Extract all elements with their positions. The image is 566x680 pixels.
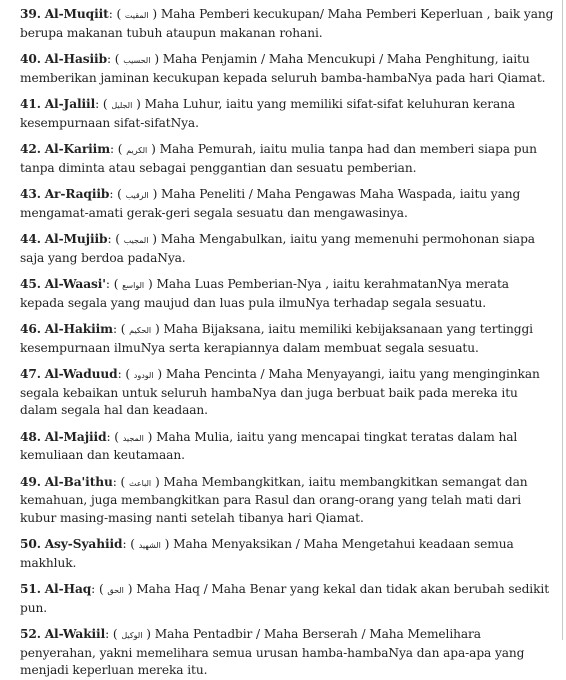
entry-colon: : [95,97,100,111]
entry-number: 43. [20,187,41,201]
entry-colon: : [117,367,122,381]
entry-colon: : [105,627,110,641]
entry-name: Al-Wakiil [44,627,106,641]
asmaul-husna-entry: 49. Al-Ba'ithu: ( الباعث ) Maha Membangkitkan, iaitu membangkitkan semangat dan kemahuan, juga membangkitkan para Rasul dan orang-orang yang telah mati dari kubur masing-masing nanti setelah tibanya hari Qiamat. [20,474,528,525]
entry-number: 42. [20,142,41,156]
entry-number: 49. [20,474,41,489]
entry-description: Maha Menyaksikan / Maha Mengetahui keadaan semua makhluk. [20,537,514,570]
entry-colon: : [108,7,113,21]
asmaul-husna-entry: 48. Al-Majiid: ( المجيد ) Maha Mulia, iaitu yang mencapai tingkat teratas dalam hal kemuliaan dan keutamaan. [20,429,518,462]
entry-colon: : [107,52,112,66]
entry-name: Al-Mujiib [44,232,108,246]
entry-number: 41. [20,97,41,111]
entry-number: 39. [20,7,41,21]
entry-name: Ar-Raqiib [44,187,110,201]
entry-description: Maha Pemurah, iaitu mulia tanpa had dan memberi siapa pun tanpa diminta atau sebagai penggantian dan sesuatu pemberian. [20,142,537,175]
entry-arabic-name: المجيد [122,433,144,443]
entry-colon: : [107,232,112,246]
entry-description: Maha Membangkitkan, iaitu membangkitkan semangat dan kemahuan, juga membangkitkan para Rasul dan orang-orang yang telah mati dari kubur masing-masing nanti setelah tibanya hari Qiamat. [20,474,528,525]
entry-arabic-name: الرقيب [125,191,149,200]
entry-description: Maha Pemberi kecukupan/ Maha Pemberi Keperluan , baik yang berupa makanan tubuh ataupun makanan rohani. [20,7,554,40]
entry-colon: : [105,277,110,291]
asmaul-husna-entry: 47. Al-Waduud: ( الودود ) Maha Pencinta / Maha Menyayangi, iaitu yang menginginkan segala kebaikan untuk seluruh hambaNya dan juga berbuat baik pada mereka itu dalam segala hal dan keadaan. [20,367,540,417]
entry-number: 52. [20,627,41,641]
entry-name: Al-Waasi' [44,277,106,291]
asmaul-husna-entry: 43. Ar-Raqiib: ( الرقيب ) Maha Peneliti / Maha Pengawas Maha Waspada, iaitu yang mengamat-amati gerak-geri segala sesuatu dan mengawasinya. [20,187,521,220]
entry-arabic-name: الشهيد [138,541,161,550]
entry-arabic-name: الحسيب [123,56,151,65]
entry-arabic-name: المقيت [124,11,149,20]
entry-arabic-name: الجليل [111,101,133,110]
entry-number: 44. [20,232,41,246]
entry-name: Al-Jaliil [44,97,96,111]
entry-name: Al-Kariim [44,142,110,156]
entry-number: 47. [20,367,41,381]
entry-number: 51. [20,582,41,596]
entry-description: Maha Luhur, iaitu yang memiliki sifat-sifat keluhuran kerana kesempurnaan sifat-sifatNya. [20,97,516,130]
asmaul-husna-entry: 46. Al-Hakiim: ( الحكيم ) Maha Bijaksana, iaitu memiliki kebijaksanaan yang tertinggi kesempurnaan ilmuNya serta kerapiannya dalam membuat segala sesuatu. [20,322,533,355]
entry-colon: : [112,322,117,336]
entry-colon: : [112,474,117,489]
entry-arabic-name: الواسع [122,281,145,290]
entry-name: Al-Majiid [44,429,107,444]
entry-description: Maha Luas Pemberian-Nya , iaitu kerahmatanNya merata kepada segala yang maujud dan luas pula ilmuNya terhadap segala sesuatu. [20,277,509,310]
entry-colon: : [122,537,127,551]
entry-description: Maha Bijaksana, iaitu memiliki kebijaksanaan yang tertinggi kesempurnaan ilmuNya serta kerapiannya dalam membuat segala sesuatu. [20,322,533,355]
entry-colon: : [109,187,114,201]
entry-number: 46. [20,322,41,336]
asmaul-husna-entry: 40. Al-Hasiib: ( الحسيب ) Maha Penjamin / Maha Mencukupi / Maha Penghitung, iaitu memberikan jaminan kecukupan kepada seluruh bamba-hambaNya pada hari Qiamat. [20,52,546,85]
entry-arabic-name: الحكيم [129,326,152,335]
entry-description: Maha Pencinta / Maha Menyayangi, iaitu yang menginginkan segala kebaikan untuk seluruh hambaNya dan juga berbuat baik pada mereka itu dalam segala hal dan keadaan. [20,367,540,417]
entry-colon: : [91,582,96,596]
entry-name: Al-Hasiib [44,52,107,66]
entry-colon: : [110,142,115,156]
entry-description: Maha Penjamin / Maha Mencukupi / Maha Penghitung, iaitu memberikan jaminan kecukupan kepada seluruh bamba-hambaNya pada hari Qiamat. [20,52,546,85]
asmaul-husna-entry: 45. Al-Waasi': ( الواسع ) Maha Luas Pemberian-Nya , iaitu kerahmatanNya merata kepada segala yang maujud dan luas pula ilmuNya terhadap segala sesuatu. [20,277,509,310]
entry-description: Maha Mulia, iaitu yang mencapai tingkat teratas dalam hal kemuliaan dan keutamaan. [20,429,518,462]
page-edge-divider [562,0,563,640]
entry-name: Al-Muqiit [44,7,109,21]
entry-arabic-name: المجيب [123,236,149,245]
asmaul-husna-entry: 50. Asy-Syahiid: ( الشهيد ) Maha Menyaksikan / Maha Mengetahui keadaan semua makhluk. [20,537,514,570]
asmaul-husna-entry: 44. Al-Mujiib: ( المجيب ) Maha Mengabulkan, iaitu yang memenuhi permohonan siapa saja yang berdoa padaNya. [20,232,535,265]
entry-number: 50. [20,537,41,551]
entry-number: 45. [20,277,41,291]
asmaul-husna-entry: 41. Al-Jaliil: ( الجليل ) Maha Luhur, iaitu yang memiliki sifat-sifat keluhuran kerana kesempurnaan sifat-sifatNya. [20,97,516,130]
asmaul-husna-entry: 51. Al-Haq: ( الحق ) Maha Haq / Maha Benar yang kekal dan tidak akan berubah sedikit pun. [20,582,549,615]
asmaul-husna-entry: 42. Al-Kariim: ( الكريم ) Maha Pemurah, iaitu mulia tanpa had dan memberi siapa pun tanpa diminta atau sebagai penggantian dan sesuatu pemberian. [20,142,537,175]
entry-arabic-name: الوكيل [121,631,143,640]
entry-arabic-name: الكريم [126,146,148,155]
entry-arabic-name: الحق [107,586,124,595]
entry-description: Maha Pentadbir / Maha Berserah / Maha Memelihara penyerahan, yakni memelihara semua urusan hamba-hambaNya dan apa-apa yang menjadi keperluan mereka itu. [20,627,525,677]
entry-name: Asy-Syahiid [44,537,123,551]
entry-description: Maha Haq / Maha Benar yang kekal dan tidak akan berubah sedikit pun. [20,582,549,615]
entry-name: Al-Haq [44,582,92,596]
entry-name: Al-Ba'ithu [44,474,113,489]
entry-description: Maha Peneliti / Maha Pengawas Maha Waspada, iaitu yang mengamat-amati gerak-geri segala sesuatu dan mengawasinya. [20,187,521,220]
asmaul-husna-entry: 39. Al-Muqiit: ( المقيت ) Maha Pemberi kecukupan/ Maha Pemberi Keperluan , baik yang berupa makanan tubuh ataupun makanan rohani. [20,7,554,40]
entry-arabic-name: الودود [133,371,154,380]
entry-number: 40. [20,52,41,66]
entry-number: 48. [20,429,41,444]
entry-name: Al-Hakiim [44,322,113,336]
asmaul-husna-entry: 52. Al-Wakiil: ( الوكيل ) Maha Pentadbir / Maha Berserah / Maha Memelihara penyerahan, yakni memelihara semua urusan hamba-hambaNya dan apa-apa yang menjadi keperluan mereka itu. [20,627,525,677]
entry-name: Al-Waduud [44,367,118,381]
entry-arabic-name: الباعث [128,478,152,488]
entry-description: Maha Mengabulkan, iaitu yang memenuhi permohonan siapa saja yang berdoa padaNya. [20,232,535,265]
entry-colon: : [106,429,111,444]
